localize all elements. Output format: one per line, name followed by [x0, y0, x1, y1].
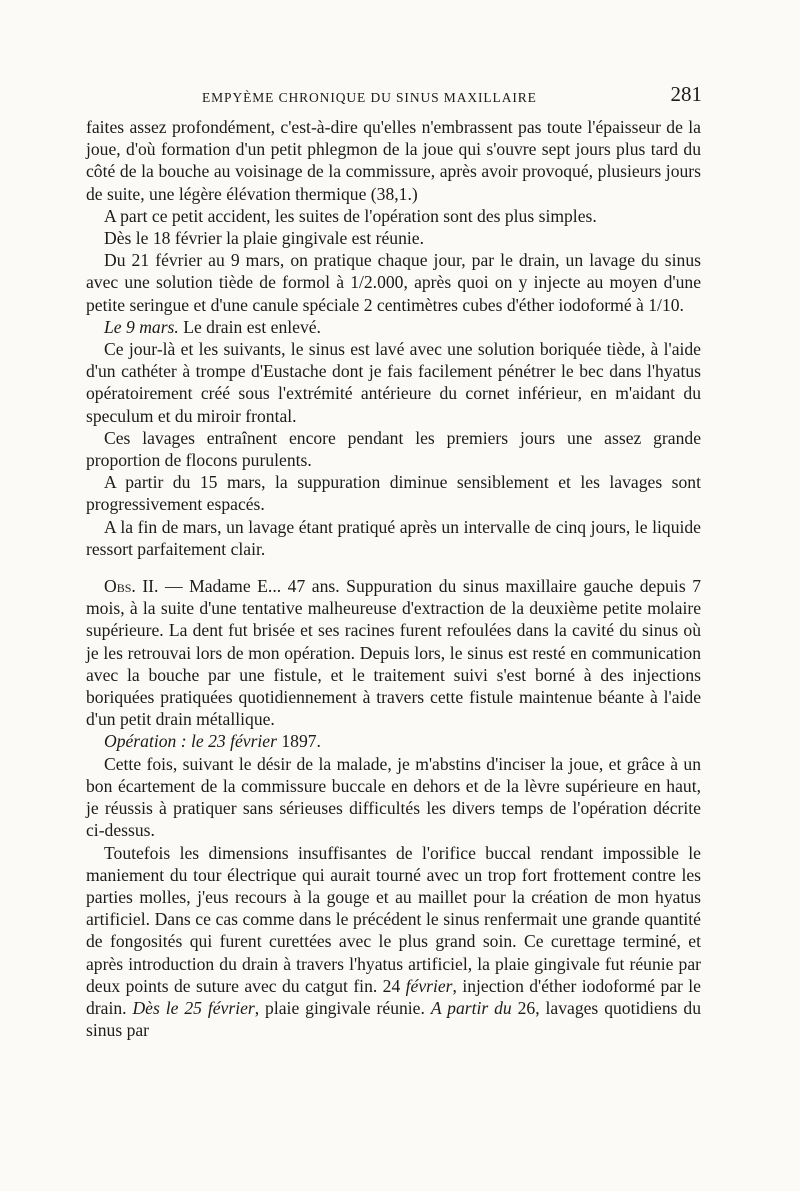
observation-paragraph	[86, 575, 701, 730]
paragraph: Du 21 février au 9 mars, on pratique chaque jour, par le drain, un lavage du sinus avec une solution tiède de formol à 1/2.000, après quoi on y injecte au moyen d'une petite seringue et d'une canule spéciale 2 centimètres cubes d'éther iodoformé à 1/10.	[86, 250, 701, 315]
paragraph: A la fin de mars, un lavage étant pratiqué après un intervalle de cinq jours, le liquide ressort parfaitement clair.	[86, 516, 701, 559]
running-head	[84, 84, 706, 110]
paragraph: Ce jour-là et les suivants, le sinus est lavé avec une solution boriquée tiède, à l'aide d'un cathéter à trompe d'Eustache dont je fais facilement pénétrer le bec dans l'hyatus opératoirement créé sous l'extrémité antérieure du cornet inférieur, en m'aidant du speculum et du miroir frontal.	[86, 339, 701, 426]
body-text	[86, 116, 701, 1041]
paragraph-continuation: faites assez profondément, c'est-à-dire qu'elles n'embrassent pas toute l'épaisseur de la joue, d'où formation d'un petit phlegmon de la joue qui s'ouvre sept jours plus tard du côté de la bouche au voisinage de la commissure, après avoir provoqué, plusieurs jours de suite, une légère élévation thermique (38,1.)	[86, 117, 701, 204]
operation-date-label: Opération : le 23 février	[104, 731, 277, 752]
paragraph: Ces lavages entraînent encore pendant les premiers jours une assez grande proportion de flocons purulents.	[86, 427, 701, 471]
paragraph-text: Toutefois les dimensions insuffisantes de l'orifice buccal rendant impossible le maniement du tour électrique qui aurait tourné avec un trop fort frottement contre les parties molles, j'eus recours à la gouge et au maillet pour la création de mon hyatus artificiel. Dans ce cas comme dans le précédent le sinus renfermait une grande quantité de fongosités qui furent curettées avec le plus grand soin. Ce curettage terminé, et après introduction du drain à travers l'hyatus artificiel, la plaie gingivale fut réunie par deux points de suture avec du catgut fin. 24	[86, 842, 701, 996]
operation-year: 1897.	[276, 731, 321, 752]
operation-date-line	[86, 730, 701, 752]
date-label: Le 9 mars.	[104, 316, 179, 337]
paragraph-date	[86, 316, 701, 338]
paragraph-text: , plaie gingivale réunie.	[254, 997, 431, 1018]
date-label: A partir du	[430, 997, 512, 1018]
paragraph: Dès le 18 février la plaie gingivale est réunie.	[104, 228, 424, 249]
paragraph: A part ce petit accident, les suites de l'opération sont des plus simples.	[104, 205, 597, 226]
paragraph: A partir du 15 mars, la suppuration diminue sensiblement et les lavages sont progressivement espacés.	[86, 472, 701, 515]
paragraph-text: 26, lavages quotidiens du sinus par	[86, 997, 701, 1041]
paragraph-text: , injection d'éther iodoformé par le drain.	[86, 975, 701, 1018]
date-label: Dès le 25 février	[132, 997, 255, 1018]
observation-text: — Madame E... 47 ans. Suppuration du sinus maxillaire gauche depuis 7 mois, à la suite d'une tentative malheureuse d'extraction de la deuxième petite molaire supérieure. La dent fut brisée et ses racines furent refoulées dans la cavité du sinus où je les retrouvai lors de mon opération. Depuis lors, le sinus est resté en communication avec la bouche par une fistule, et le traitement suivi s'est borné à des injections boriquées pratiquées quotidiennement à travers cette fistule maintenue béante à l'aide d'un petit drain métallique.	[86, 576, 702, 730]
paragraph: Cette fois, suivant le désir de la malade, je m'abstins d'inciser la joue, et grâce à un bon écartement de la commissure buccale en dehors et de la lèvre supérieure en haut, je réussis à pratiquer sans sérieuses difficultés les divers temps de l'opération décrite ci-dessus.	[86, 753, 701, 841]
paragraph-text: Le drain est enlevé.	[178, 316, 321, 337]
date-label: février	[405, 975, 453, 996]
paragraph-final	[86, 842, 701, 1042]
observation-label: Obs. II.	[104, 576, 159, 597]
running-head-title: EMPYÈME CHRONIQUE DU SINUS MAXILLAIRE	[202, 90, 537, 105]
page-number: 281	[670, 82, 702, 106]
